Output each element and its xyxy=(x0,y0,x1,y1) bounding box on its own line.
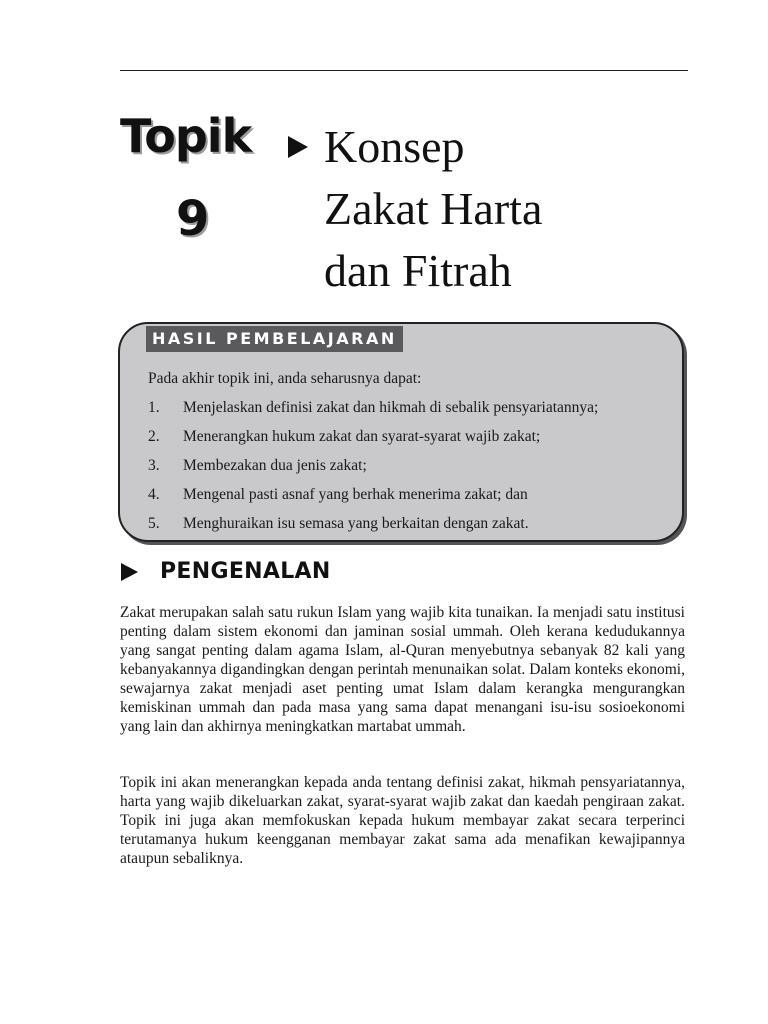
list-item-number: 2. xyxy=(148,428,160,445)
intro-paragraph-2: Topik ini akan menerangkan kepada anda tentang definisi zakat, hikmah pensyariatannya, harta yang wajib dikeluarkan zakat, syarat-syarat wajib zakat dan kaedah pengiraan zakat. Topik ini juga akan memfokuskan kepada hukum membayar zakat secara terperinci terutamanya hukum keengganan membayar zakat sama ada menafikan kewajipannya ataupun sebaliknya. xyxy=(120,774,685,867)
list-item xyxy=(148,485,598,514)
intro-paragraph-1: Zakat merupakan salah satu rukun Islam yang wajib kita tunaikan. Ia menjadi satu institusi penting dalam sistem ekonomi dan jaminan sosial ummah. Oleh kerana kedudukannya yang sangat penting dalam agama Islam, al-Quran menyebutnya sebanyak 82 kali yang kebanyakannya digandingkan dengan perintah menunaikan solat. Dalam konteks ekonomi, sewajarnya zakat menjadi aset penting umat Islam dalam kerangka mengurangkan kemiskinan ummah dan pada masa yang sama dapat menangani isu-isu sosioekonomi yang lain dan akhirnya meningkatkan martabat ummah. xyxy=(120,604,685,735)
topic-title xyxy=(324,116,704,302)
learning-outcomes-intro: Pada akhir topik ini, anda seharusnya dapat: xyxy=(148,370,422,387)
list-item xyxy=(148,514,598,543)
list-item-text: Menerangkan hukum zakat dan syarat-syarat wajib zakat; xyxy=(183,428,541,445)
topic-label: Topik xyxy=(120,109,252,163)
title-arrow-icon xyxy=(288,136,308,158)
list-item-number: 4. xyxy=(148,486,160,503)
topic-title-line-2: Zakat Harta xyxy=(324,183,543,234)
top-rule xyxy=(120,70,688,71)
list-item-number: 5. xyxy=(148,515,160,532)
list-item xyxy=(148,456,598,485)
section-arrow-icon xyxy=(121,563,138,581)
list-item-text: Menghuraikan isu semasa yang berkaitan dengan zakat. xyxy=(183,515,529,532)
learning-outcomes-list xyxy=(148,398,598,543)
list-item-number: 1. xyxy=(148,399,160,416)
list-item-text: Menjelaskan definisi zakat dan hikmah di sebalik pensyariatannya; xyxy=(183,399,599,416)
list-item-text: Mengenal pasti asnaf yang berhak menerima zakat; dan xyxy=(183,486,528,503)
list-item xyxy=(148,427,598,456)
section-heading: PENGENALAN xyxy=(160,559,331,584)
learning-outcomes-header: HASIL PEMBELAJARAN xyxy=(146,326,403,352)
list-item-text: Membezakan dua jenis zakat; xyxy=(183,457,367,474)
learning-outcomes-box xyxy=(118,322,684,542)
topic-number: 9 xyxy=(176,191,210,247)
list-item xyxy=(148,398,598,427)
list-item-number: 3. xyxy=(148,457,160,474)
topic-title-line-1: Konsep xyxy=(324,121,465,172)
topic-title-line-3: dan Fitrah xyxy=(324,245,512,296)
